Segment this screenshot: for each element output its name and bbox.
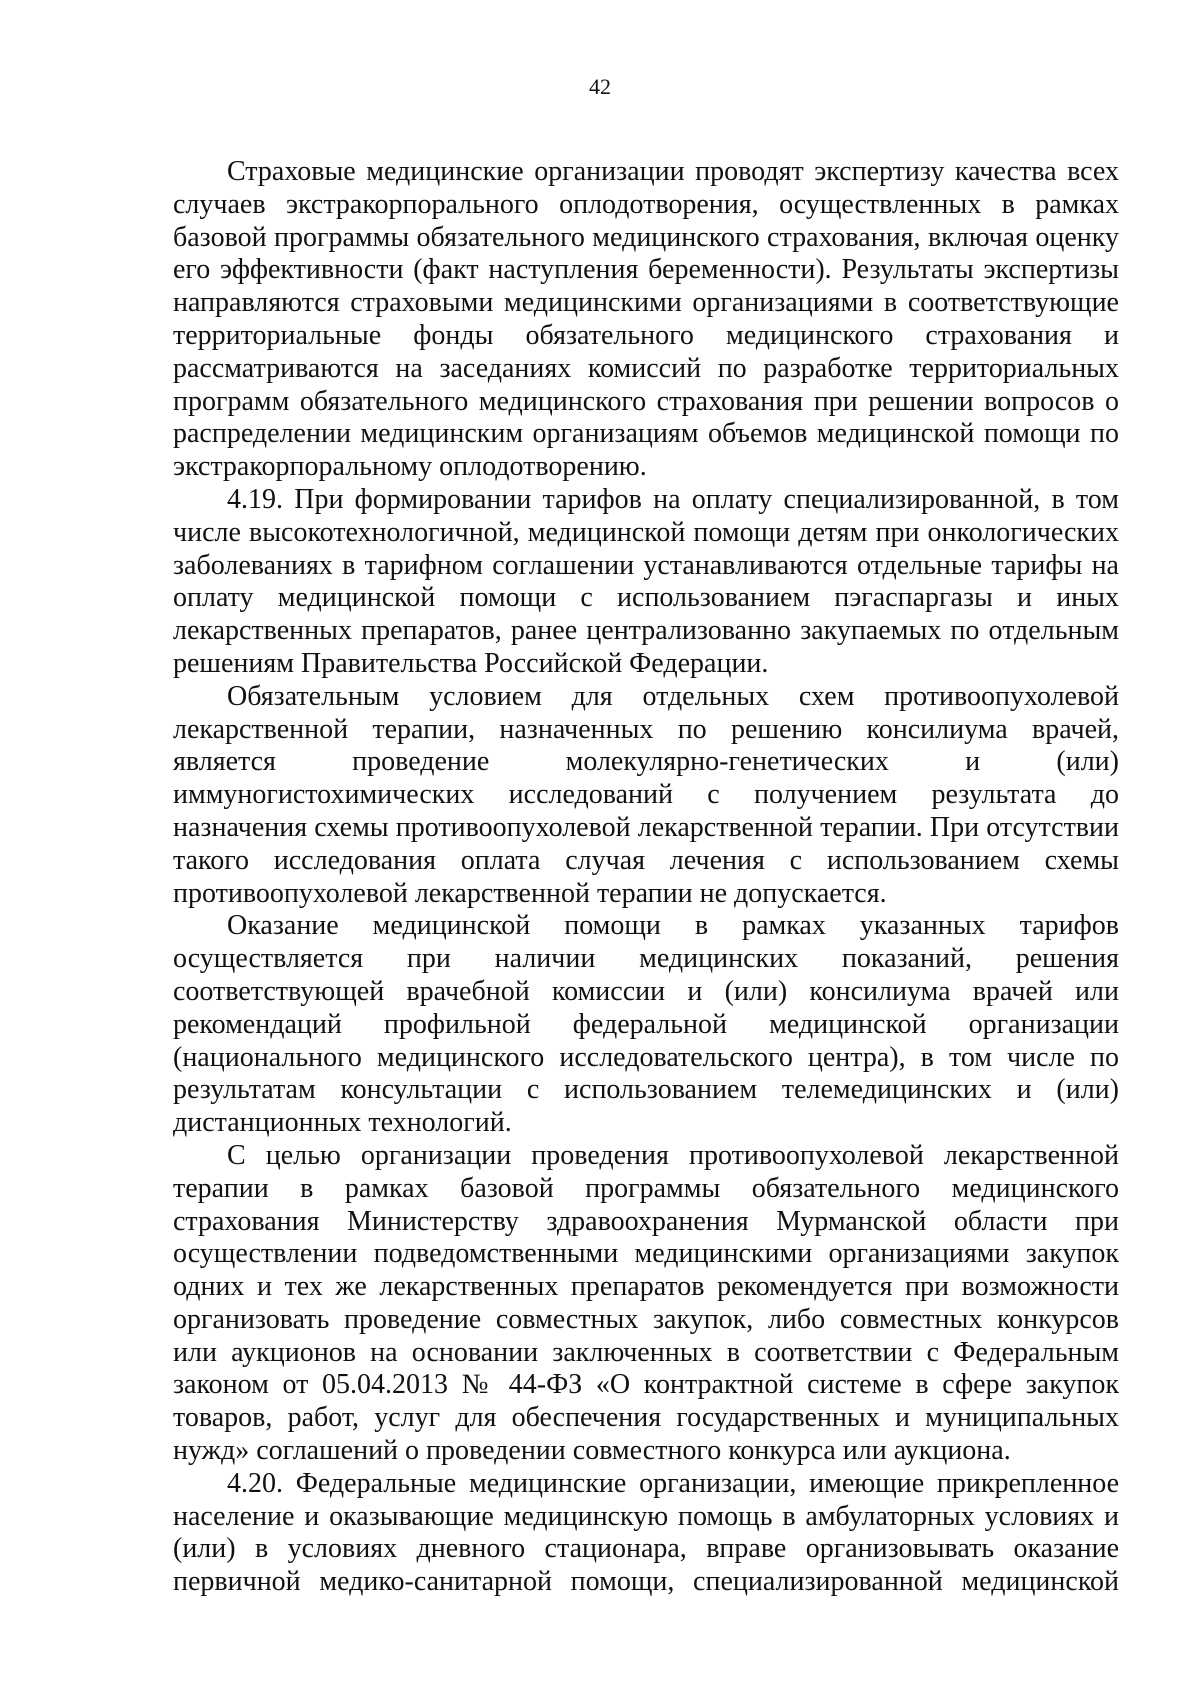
document-body [173, 156, 1119, 1599]
paragraph-4-20-federal-organizations: 4.20. Федеральные медицинские организации, имеющие прикрепленное население и оказывающие медицинскую помощь в амбулаторных условиях и (или) в условиях дневного стационара, вправе организовывать оказание первичной медико-санитарной помощи, специализированной медицинской [173, 1467, 1119, 1598]
paragraph-care-provision: Оказание медицинской помощи в рамках указанных тарифов осуществляется при наличии медицинских показаний, решения соответствующей врачебной комиссии и (или) консилиума врачей или рекомендаций профильной федеральной медицинской организации (национального медицинского исследовательского центра), в том числе по результатам консультации с использованием телемедицинских и (или) дистанционных технологий. [173, 910, 1119, 1139]
paragraph-joint-procurement: С целью организации проведения противоопухолевой лекарственной терапии в рамках базовой программы обязательного медицинского страхования Министерству здравоохранения Мурманской области при осуществлении подведомственными медицинскими организациями закупок одних и тех же лекарственных препаратов рекомендуется при возможности организовать проведение совместных закупок, либо совместных конкурсов или аукционов на основании заключенных в соответствии с Федеральным законом от 05.04.2013 № 44-ФЗ «О контрактной системе в сфере закупок товаров, работ, услуг для обеспечения государственных и муниципальных нужд» соглашений о проведении совместного конкурса или аукциона. [173, 1139, 1119, 1467]
paragraph-expertise: Страховые медицинские организации проводят экспертизу качества всех случаев экстракорпорального оплодотворения, осуществленных в рамках базовой программы обязательного медицинского страхования, включая оценку его эффективности (факт наступления беременности). Результаты экспертизы направляются страховыми медицинскими организациями в соответствующие территориальные фонды обязательного медицинского страхования и рассматриваются на заседаниях комиссий по разработке территориальных программ обязательного медицинского страхования при решении вопросов о распределении медицинским организациям объемов медицинской помощи по экстракорпоральному оплодотворению. [173, 156, 1119, 483]
paragraph-mandatory-condition: Обязательным условием для отдельных схем противоопухолевой лекарственной терапии, назначенных по решению консилиума врачей, является проведение молекулярно-генетических и (или) иммуногистохимических исследований с получением результата до назначения схемы противоопухолевой лекарственной терапии. При отсутствии такого исследования оплата случая лечения с использованием схемы противоопухолевой лекарственной терапии не допускается. [173, 680, 1119, 909]
paragraph-4-19-tariffs: 4.19. При формировании тарифов на оплату специализированной, в том числе высокотехнологичной, медицинской помощи детям при онкологических заболеваниях в тарифном соглашении устанавливаются отдельные тарифы на оплату медицинской помощи с использованием пэгаспаргазы и иных лекарственных препаратов, ранее централизованно закупаемых по отдельным решениям Правительства Российской Федерации. [173, 483, 1119, 679]
page-number: 42 [589, 74, 611, 99]
